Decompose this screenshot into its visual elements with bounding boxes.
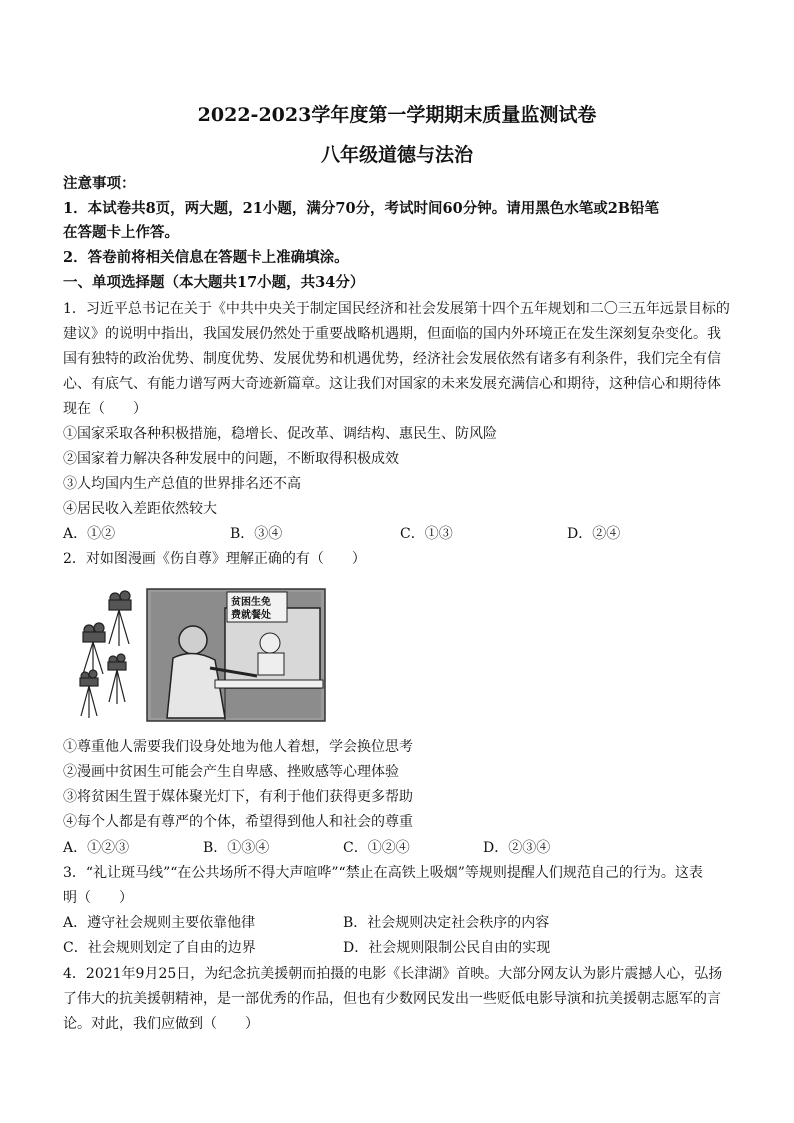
- camera-icon: [80, 670, 98, 718]
- q1-choice-c: C．①③: [400, 526, 453, 542]
- camera-icon: [109, 591, 131, 646]
- q1-choice-a: A．①②: [63, 526, 116, 542]
- camera-icon: [83, 623, 105, 676]
- q1-stem-line: 心、有底气、有能力谱写两大奇迹新篇章。这让我们对国家的未来发展充满信心和期待，这种信心和期待体: [63, 376, 721, 392]
- q1-item: ①国家采取各种积极措施，稳增长、促改革、调结构、惠民生、防风险: [63, 426, 497, 442]
- q3-choice-d: D．社会规则限制公民自由的实现: [343, 940, 551, 956]
- q3-stem-line: 3．“礼让斑马线”“在公共场所不得大声喧哗”“禁止在高铁上吸烟”等规则提醒人们规范自己的行为。这表: [63, 865, 703, 881]
- q1-stem-line: 现在（ ）: [63, 401, 147, 417]
- q4-stem-line: 论。对此，我们应做到（ ）: [63, 1016, 259, 1032]
- cartoon-sign-text: 贫困生免: [231, 597, 271, 608]
- q2-choice-b: B．①③④: [203, 840, 270, 856]
- q1-choice-d: D．②④: [567, 526, 621, 542]
- q2-choice-a: A．①②③: [63, 840, 130, 856]
- note-item-1-cont: 在答题卡上作答。: [63, 224, 179, 241]
- q1-item: ④居民收入差距依然较大: [63, 501, 217, 517]
- q1-stem-line: 国有独特的政治优势、制度优势、发展优势和机遇优势，经济社会发展依然有诸多有利条件，我们完全有信: [63, 351, 721, 367]
- q3-choice-a: A．遵守社会规则主要依靠他律: [63, 915, 256, 931]
- q2-item: ③将贫困生置于媒体聚光灯下，有利于他们获得更多帮助: [63, 789, 413, 805]
- note-item-1: 1．本试卷共8页，两大题，21小题，满分70分，考试时间60分钟。请用黑色水笔或2B铅笔: [63, 200, 660, 217]
- q1-choice-b: B．③④: [230, 526, 283, 542]
- q2-stem: 2．对如图漫画《伤自尊》理解正确的有（ ）: [63, 551, 366, 567]
- q4-stem-line: 4．2021年9月25日，为纪念抗美援朝而拍摄的电影《长津湖》首映。大部分网友认为影片震撼人心，弘扬: [63, 966, 723, 982]
- exam-subtitle: 八年级道德与法治: [320, 144, 473, 166]
- q1-stem-line: 建议》的说明中指出，我国发展仍然处于重要战略机遇期，但面临的国内外环境正在发生深刻复杂变化。我: [63, 326, 721, 342]
- q2-choice-c: C．①②④: [343, 840, 410, 856]
- q3-choice-b: B．社会规则决定社会秩序的内容: [343, 915, 550, 931]
- q4-stem-line: 了伟大的抗美援朝精神，是一部优秀的作品，但也有少数网民发出一些贬低电影导演和抗美援朝志愿军的言: [63, 991, 721, 1007]
- q2-item: ④每个人都是有尊严的个体，希望得到他人和社会的尊重: [63, 814, 413, 830]
- q2-choice-d: D．②③④: [483, 840, 551, 856]
- q2-item: ①尊重他人需要我们设身处地为他人着想，学会换位思考: [63, 739, 413, 755]
- section-heading: 一、单项选择题（本大题共17小题，共34分）: [63, 274, 365, 291]
- q3-choice-c: C．社会规则划定了自由的边界: [63, 940, 256, 956]
- q2-item: ②漫画中贫困生可能会产生自卑感、挫败感等心理体验: [63, 764, 399, 780]
- notes-heading: 注意事项：: [63, 175, 136, 192]
- q1-item: ②国家着力解决各种发展中的问题，不断取得积极成效: [63, 451, 399, 467]
- camera-icon: [108, 654, 126, 704]
- note-item-2: 2．答卷前将相关信息在答题卡上准确填涂。: [63, 249, 349, 266]
- q1-stem-line: 1．习近平总书记在关于《中共中央关于制定国民经济和社会发展第十四个五年规划和二〇三五年远景目标的: [63, 301, 730, 317]
- exam-title: 2022-2023学年度第一学期期末质量监测试卷: [197, 104, 597, 126]
- cartoon-sign-text: 费就餐处: [231, 610, 271, 621]
- q1-item: ③人均国内生产总值的世界排名还不高: [63, 476, 301, 492]
- q3-stem-line: 明（ ）: [63, 890, 133, 906]
- cartoon-illustration: [75, 588, 327, 722]
